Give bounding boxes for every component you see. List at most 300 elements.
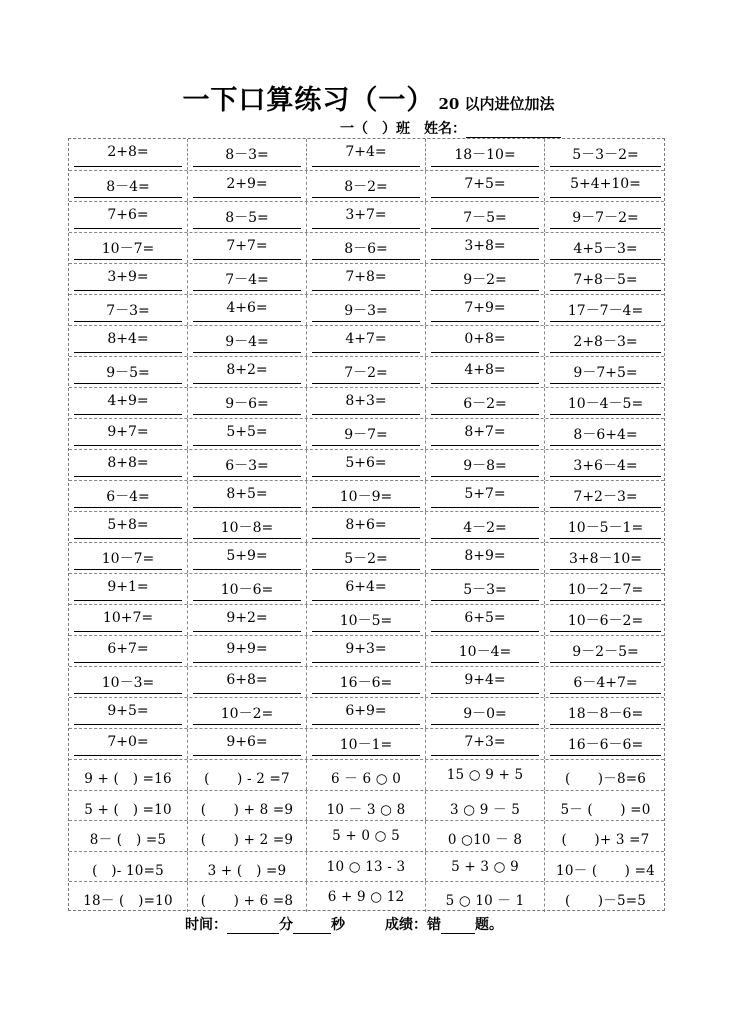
problem-cell xyxy=(188,295,307,325)
fill-in-problem-text: ( )+ 3 =7 xyxy=(561,832,650,849)
answer-line[interactable] xyxy=(550,197,661,198)
problem-cell xyxy=(307,326,426,356)
answer-line[interactable] xyxy=(312,724,420,725)
problem-text: 7+2－3= xyxy=(573,489,638,505)
answer-line[interactable] xyxy=(312,445,420,446)
answer-line[interactable] xyxy=(193,755,301,756)
answer-line[interactable] xyxy=(550,445,661,446)
answer-line[interactable] xyxy=(431,476,539,477)
problem-cell xyxy=(188,512,307,542)
answer-line[interactable] xyxy=(312,414,420,415)
fill-in-problem-text: 10－ ( ) =4 xyxy=(556,862,655,879)
problem-row xyxy=(69,387,664,418)
footer xyxy=(185,914,503,934)
fill-in-problem-text: ( ) - 2 =7 xyxy=(204,771,290,787)
answer-line[interactable] xyxy=(550,259,661,260)
answer-line[interactable] xyxy=(550,662,661,663)
problem-cell xyxy=(307,388,426,418)
answer-line[interactable] xyxy=(74,724,182,725)
problem-text: 7+8= xyxy=(345,269,387,285)
problem-cell xyxy=(69,388,188,418)
problem-cell xyxy=(545,357,666,387)
answer-line[interactable] xyxy=(312,755,420,756)
problem-cell xyxy=(545,202,666,232)
answer-line[interactable] xyxy=(550,228,661,229)
answer-line[interactable] xyxy=(312,228,420,229)
fill-in-problem-text: 18－ ( )=10 xyxy=(83,893,173,910)
answer-line[interactable] xyxy=(312,352,420,353)
problem-text: 7+3= xyxy=(464,734,506,750)
answer-line[interactable] xyxy=(550,507,661,508)
fill-in-problem-text: 5 + 3 ○ 9 xyxy=(451,858,519,875)
problem-cell xyxy=(69,791,188,821)
problem-cell xyxy=(307,698,426,728)
answer-line[interactable] xyxy=(431,352,539,353)
answer-line[interactable] xyxy=(431,724,539,725)
problem-text: 2+8= xyxy=(107,144,149,160)
problem-text: 9－4= xyxy=(225,334,269,350)
answer-line[interactable] xyxy=(193,197,301,198)
answer-line[interactable] xyxy=(74,600,182,601)
answer-line[interactable] xyxy=(74,197,182,198)
problem-text: 18－10= xyxy=(454,147,516,163)
problem-text: 7－4= xyxy=(225,272,269,288)
answer-line[interactable] xyxy=(550,321,661,322)
answer-line[interactable] xyxy=(312,197,420,198)
problem-cell xyxy=(545,698,666,728)
fill-in-problem-text: 10 ○ 13 - 3 xyxy=(326,858,406,875)
problem-row xyxy=(69,635,664,666)
problem-cell xyxy=(426,450,545,480)
problem-cell xyxy=(426,574,545,604)
problem-text: 5+7= xyxy=(464,486,506,502)
answer-line[interactable] xyxy=(431,259,539,260)
problem-cell xyxy=(545,295,666,325)
problem-row xyxy=(69,666,664,697)
fill-in-problem-text: 5 + 0 ○ 5 xyxy=(332,828,400,845)
problem-text: 10－2－7= xyxy=(567,582,644,598)
problem-cell xyxy=(545,326,666,356)
answer-line[interactable] xyxy=(74,507,182,508)
problem-row xyxy=(69,573,664,604)
problem-cell xyxy=(188,326,307,356)
problem-cell xyxy=(426,729,545,759)
problem-cell xyxy=(307,171,426,201)
problem-text: 8+6= xyxy=(345,517,387,533)
problem-cell xyxy=(307,450,426,480)
answer-line[interactable] xyxy=(74,569,182,570)
problem-text: 9+2= xyxy=(226,610,268,626)
problem-cell xyxy=(545,171,666,201)
problem-text: 6－4= xyxy=(106,489,150,505)
answer-line[interactable] xyxy=(74,414,182,415)
problem-cell xyxy=(426,882,545,912)
answer-line[interactable] xyxy=(74,476,182,477)
problem-cell xyxy=(307,264,426,294)
answer-line[interactable] xyxy=(312,259,420,260)
answer-line[interactable] xyxy=(431,228,539,229)
problem-cell xyxy=(188,419,307,449)
problem-text: 9－3= xyxy=(344,303,388,319)
answer-line[interactable] xyxy=(550,383,661,384)
fill-in-problem-text: ( )－8=6 xyxy=(564,771,647,787)
answer-line[interactable] xyxy=(550,569,661,570)
answer-line[interactable] xyxy=(74,445,182,446)
answer-line[interactable] xyxy=(74,383,182,384)
problem-row xyxy=(69,263,664,294)
answer-line[interactable] xyxy=(312,321,420,322)
problem-text: 3+7= xyxy=(345,207,387,223)
problem-text: 3+8= xyxy=(464,238,506,254)
problem-text: 7－5= xyxy=(463,210,507,226)
problem-cell xyxy=(545,512,666,542)
problem-text: 9+3= xyxy=(345,641,387,657)
answer-line[interactable] xyxy=(74,352,182,353)
name-blank[interactable] xyxy=(466,124,561,138)
answer-line[interactable] xyxy=(312,538,420,539)
problem-text: 9－2－5= xyxy=(572,644,639,660)
problem-cell xyxy=(69,481,188,511)
problem-row xyxy=(69,139,664,170)
problem-cell xyxy=(426,698,545,728)
answer-line[interactable] xyxy=(431,507,539,508)
answer-line[interactable] xyxy=(193,290,301,291)
problem-cell xyxy=(545,667,666,697)
answer-line[interactable] xyxy=(193,507,301,508)
answer-line[interactable] xyxy=(312,693,420,694)
problem-cell xyxy=(307,636,426,666)
answer-line[interactable] xyxy=(431,290,539,291)
minutes-blank[interactable] xyxy=(227,919,279,934)
problem-text: 10－6－2= xyxy=(567,613,644,629)
answer-line[interactable] xyxy=(431,662,539,663)
problem-text: 10－9= xyxy=(339,489,393,505)
problem-cell xyxy=(188,388,307,418)
answer-line[interactable] xyxy=(550,414,661,415)
question-label: 题。 xyxy=(475,917,503,933)
problem-cell xyxy=(188,171,307,201)
problem-text: 10－8= xyxy=(220,520,274,536)
problem-text: 9－7+5= xyxy=(573,365,638,381)
fill-in-problem-text: 5－ ( ) =0 xyxy=(560,801,651,818)
problem-cell xyxy=(307,202,426,232)
problem-cell xyxy=(69,821,188,851)
answer-line[interactable] xyxy=(550,290,661,291)
answer-line[interactable] xyxy=(550,631,661,632)
problem-text: 7－2= xyxy=(344,365,388,381)
problem-cell xyxy=(426,202,545,232)
problem-text: 6+8= xyxy=(226,672,268,688)
problem-cell xyxy=(426,481,545,511)
problem-text: 3+6－4= xyxy=(573,458,638,474)
problem-cell xyxy=(545,543,666,573)
answer-line[interactable] xyxy=(193,600,301,601)
answer-line[interactable] xyxy=(193,662,301,663)
problem-cell xyxy=(426,636,545,666)
problem-cell xyxy=(307,667,426,697)
problem-text: 8+2= xyxy=(226,362,268,378)
answer-line[interactable] xyxy=(550,352,661,353)
problem-text: 8+3= xyxy=(345,393,387,409)
problem-cell xyxy=(188,605,307,635)
problem-text: 10+7= xyxy=(102,610,154,626)
problem-row xyxy=(69,480,664,511)
problem-cell xyxy=(426,326,545,356)
problem-cell xyxy=(545,233,666,263)
answer-line[interactable] xyxy=(431,383,539,384)
problem-text: 8－3= xyxy=(225,147,269,163)
problem-cell xyxy=(545,139,666,170)
answer-line[interactable] xyxy=(312,507,420,508)
problem-text: 7+0= xyxy=(107,734,149,750)
fill-in-problem-text: 5 + ( ) =10 xyxy=(84,801,172,818)
problem-cell xyxy=(426,760,545,790)
problem-row xyxy=(69,511,664,542)
problem-cell xyxy=(69,882,188,912)
answer-line[interactable] xyxy=(312,166,420,167)
answer-line[interactable] xyxy=(74,755,182,756)
problem-cell xyxy=(69,264,188,294)
problem-cell xyxy=(188,202,307,232)
answer-line[interactable] xyxy=(550,476,661,477)
problem-cell xyxy=(188,543,307,573)
problem-cell xyxy=(188,636,307,666)
problem-cell xyxy=(188,357,307,387)
problem-text: 9+7= xyxy=(107,424,149,440)
answer-line[interactable] xyxy=(431,197,539,198)
answer-line[interactable] xyxy=(550,538,661,539)
problem-text: 4+5－3= xyxy=(573,241,638,257)
problem-text: 9+4= xyxy=(464,672,506,688)
problem-text: 9+5= xyxy=(107,703,149,719)
problem-cell xyxy=(69,295,188,325)
problem-cell xyxy=(307,574,426,604)
answer-line[interactable] xyxy=(431,755,539,756)
problem-text: 6－3= xyxy=(225,458,269,474)
fill-in-problem-text: ( ) + 2 =9 xyxy=(200,832,294,849)
problem-row xyxy=(69,294,664,325)
answer-line[interactable] xyxy=(312,631,420,632)
problem-text: 4－2= xyxy=(463,520,507,536)
problem-text: 3+9= xyxy=(107,269,149,285)
problem-cell xyxy=(307,512,426,542)
problem-cell xyxy=(69,605,188,635)
problem-text: 9+9= xyxy=(226,641,268,657)
problem-text: 10－5= xyxy=(339,613,393,629)
problem-cell xyxy=(307,295,426,325)
problem-text: 10－5－1= xyxy=(567,520,644,536)
seconds-blank[interactable] xyxy=(293,919,331,934)
problem-text: 10－7= xyxy=(101,551,155,567)
answer-line[interactable] xyxy=(74,228,182,229)
answer-line[interactable] xyxy=(74,321,182,322)
answer-line[interactable] xyxy=(550,166,661,167)
answer-line[interactable] xyxy=(312,290,420,291)
problem-text: 7+8－5= xyxy=(573,272,638,288)
answer-line[interactable] xyxy=(193,259,301,260)
second-label: 秒 xyxy=(331,917,345,933)
problem-cell xyxy=(307,139,426,170)
answer-line[interactable] xyxy=(74,662,182,663)
answer-line[interactable] xyxy=(193,538,301,539)
answer-line[interactable] xyxy=(74,290,182,291)
problem-text: 17－7－4= xyxy=(567,303,644,319)
answer-line[interactable] xyxy=(431,693,539,694)
problem-cell xyxy=(426,821,545,851)
answer-line[interactable] xyxy=(193,228,301,229)
class-name-label: 一（ ）班 姓名： xyxy=(340,121,466,137)
answer-line[interactable] xyxy=(74,538,182,539)
problem-text: 5+8= xyxy=(107,517,149,533)
problem-text: 5+4+10= xyxy=(570,176,641,192)
answer-line[interactable] xyxy=(193,321,301,322)
problem-cell xyxy=(307,729,426,759)
problem-cell xyxy=(426,667,545,697)
problem-cell xyxy=(545,760,666,790)
problem-row xyxy=(69,201,664,232)
score-label: 成绩：错 xyxy=(385,917,441,933)
answer-line[interactable] xyxy=(74,166,182,167)
answer-line[interactable] xyxy=(431,631,539,632)
problem-cell xyxy=(188,791,307,821)
fill-in-problem-text: ( )- 10=5 xyxy=(92,862,164,879)
answer-line[interactable] xyxy=(312,383,420,384)
class-name-line xyxy=(340,118,561,138)
problem-cell xyxy=(307,543,426,573)
problem-text: 8－5= xyxy=(225,210,269,226)
problem-row xyxy=(69,604,664,635)
answer-line[interactable] xyxy=(312,569,420,570)
problem-text: 4+8= xyxy=(464,362,506,378)
answer-line[interactable] xyxy=(431,600,539,601)
answer-line[interactable] xyxy=(550,724,661,725)
problem-text: 9－8= xyxy=(463,458,507,474)
answer-line[interactable] xyxy=(431,445,539,446)
answer-line[interactable] xyxy=(312,600,420,601)
problem-text: 5+9= xyxy=(226,548,268,564)
problem-cell xyxy=(188,481,307,511)
problem-cell xyxy=(545,882,666,912)
problem-text: 6－2= xyxy=(463,396,507,412)
problem-cell xyxy=(188,450,307,480)
problem-text: 8+8= xyxy=(107,455,149,471)
problem-text: 10－7= xyxy=(101,241,155,257)
answer-line[interactable] xyxy=(193,569,301,570)
answer-line[interactable] xyxy=(193,724,301,725)
fill-in-problem-text: 15 ○ 9 + 5 xyxy=(446,767,524,783)
answer-line[interactable] xyxy=(431,538,539,539)
problem-row xyxy=(69,728,664,759)
answer-line[interactable] xyxy=(74,631,182,632)
answer-line[interactable] xyxy=(193,693,301,694)
answer-line[interactable] xyxy=(431,569,539,570)
problem-cell xyxy=(545,450,666,480)
problem-text: 8+4= xyxy=(107,331,149,347)
problem-text: 5+5= xyxy=(226,424,268,440)
problem-cell xyxy=(69,729,188,759)
problem-cell xyxy=(69,419,188,449)
answer-line[interactable] xyxy=(193,166,301,167)
answer-line[interactable] xyxy=(550,755,661,756)
problem-cell xyxy=(69,667,188,697)
answer-line[interactable] xyxy=(550,600,661,601)
answer-line[interactable] xyxy=(193,383,301,384)
problem-cell xyxy=(69,512,188,542)
problem-text: 5－2= xyxy=(344,551,388,567)
problem-text: 2+9= xyxy=(226,176,268,192)
problem-text: 10－4－5= xyxy=(567,396,644,412)
answer-line[interactable] xyxy=(431,321,539,322)
problem-cell xyxy=(188,852,307,882)
answer-line[interactable] xyxy=(193,476,301,477)
problem-cell xyxy=(426,171,545,201)
problem-cell xyxy=(426,139,545,170)
minute-label: 分 xyxy=(279,917,293,933)
answer-line[interactable] xyxy=(193,445,301,446)
problem-cell xyxy=(69,139,188,170)
problem-cell xyxy=(545,821,666,851)
answer-line[interactable] xyxy=(431,414,539,415)
problem-text: 9－6= xyxy=(225,396,269,412)
problem-text: 18－8－6= xyxy=(567,706,644,722)
problem-cell xyxy=(307,852,426,882)
problem-text: 2+8－3= xyxy=(573,334,638,350)
problem-cell xyxy=(188,882,307,912)
answer-line[interactable] xyxy=(193,414,301,415)
problem-cell xyxy=(307,605,426,635)
problem-text: 4+9= xyxy=(107,393,149,409)
answer-line[interactable] xyxy=(312,476,420,477)
problem-cell xyxy=(307,882,426,912)
problem-cell xyxy=(188,574,307,604)
answer-line[interactable] xyxy=(74,259,182,260)
problem-text: 16－6= xyxy=(339,675,393,691)
problem-cell xyxy=(69,852,188,882)
problem-text: 9+6= xyxy=(226,734,268,750)
problem-cell xyxy=(307,233,426,263)
problem-cell xyxy=(188,760,307,790)
problem-cell xyxy=(426,605,545,635)
answer-line[interactable] xyxy=(193,631,301,632)
answer-line[interactable] xyxy=(193,352,301,353)
worksheet-title xyxy=(0,78,737,117)
problem-text: 8－6+4= xyxy=(573,427,638,443)
problem-text: 9+1= xyxy=(107,579,149,595)
problem-cell xyxy=(426,512,545,542)
problem-text: 7+9= xyxy=(464,300,506,316)
problem-text: 6+5= xyxy=(464,610,506,626)
answer-line[interactable] xyxy=(74,693,182,694)
problem-cell xyxy=(69,543,188,573)
problem-cell xyxy=(69,357,188,387)
fill-in-problem-text: 0 ○10 － 8 xyxy=(447,832,523,849)
problem-cell xyxy=(545,574,666,604)
answer-line[interactable] xyxy=(312,662,420,663)
problem-cell xyxy=(307,481,426,511)
answer-line[interactable] xyxy=(550,693,661,694)
answer-line[interactable] xyxy=(431,166,539,167)
problem-cell xyxy=(69,326,188,356)
fill-in-row xyxy=(69,759,664,790)
problem-cell xyxy=(307,419,426,449)
problem-cell xyxy=(426,852,545,882)
problem-cell xyxy=(545,729,666,759)
problem-cell xyxy=(426,357,545,387)
problem-text: 6+7= xyxy=(107,641,149,657)
problem-text: 8－2= xyxy=(344,179,388,195)
problem-cell xyxy=(426,233,545,263)
errors-blank[interactable] xyxy=(441,919,475,934)
